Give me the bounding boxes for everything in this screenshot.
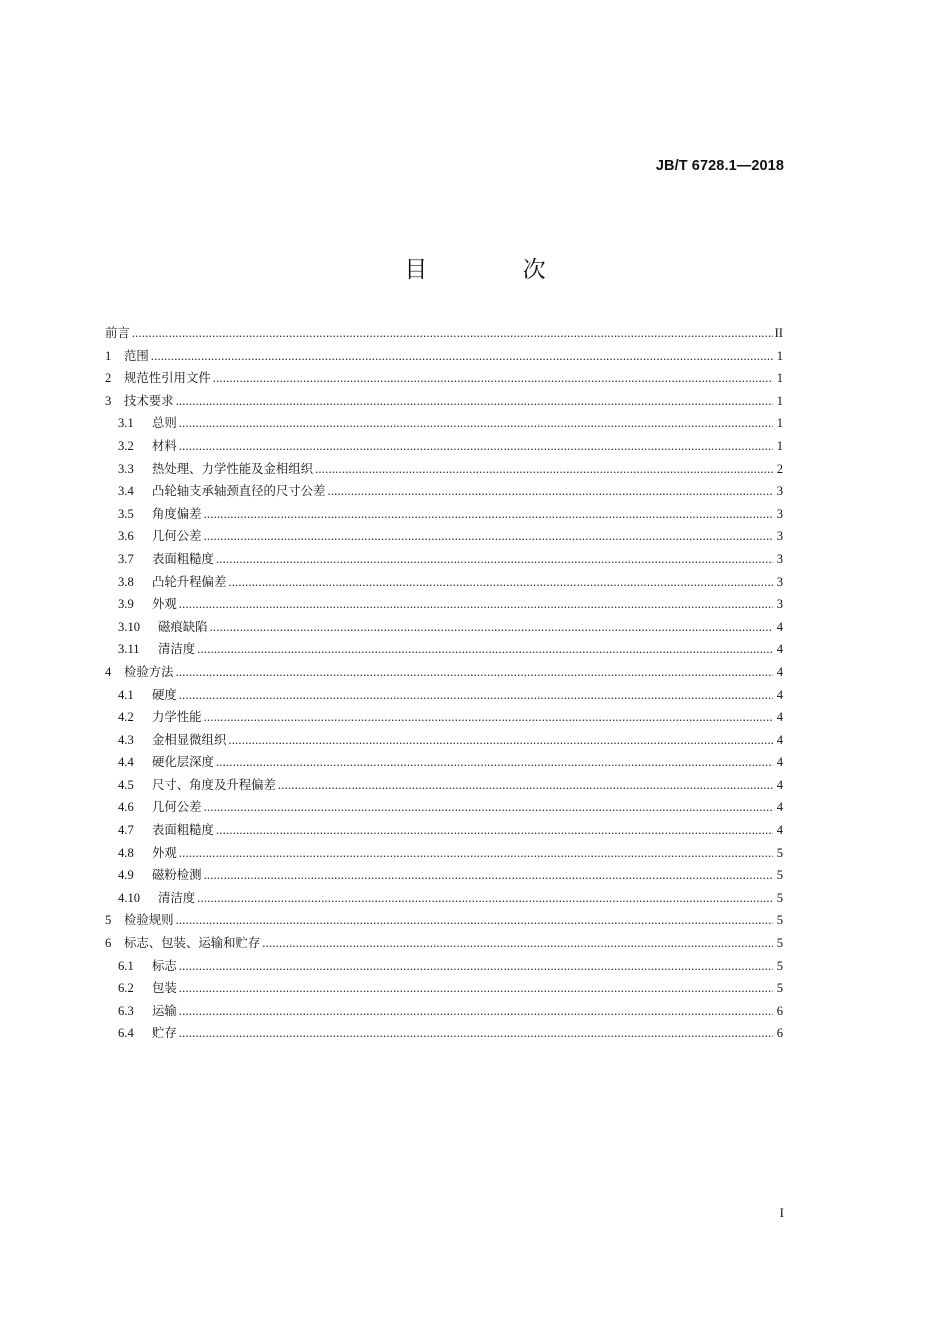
toc-entry[interactable] bbox=[105, 527, 783, 550]
toc-entry-page: 3 bbox=[776, 506, 783, 521]
toc-entry-page: 6 bbox=[776, 1003, 783, 1018]
toc-entry-number: 3.10 bbox=[118, 619, 141, 634]
toc-entry-number: 3.3 bbox=[118, 461, 134, 476]
toc-entry-label: 金相显微组织 bbox=[152, 731, 227, 747]
dot-leader bbox=[176, 911, 773, 929]
dot-leader bbox=[179, 414, 773, 432]
toc-entry-number: 1 bbox=[105, 348, 112, 363]
toc-entry-page: II bbox=[774, 326, 783, 340]
toc-entry-page: 1 bbox=[776, 393, 783, 408]
dot-leader bbox=[197, 640, 773, 658]
toc-entry-number: 3.8 bbox=[118, 574, 134, 589]
toc-entry-number: 4.9 bbox=[118, 868, 134, 883]
dot-leader bbox=[216, 550, 773, 568]
dot-leader bbox=[216, 753, 773, 771]
toc-entry[interactable] bbox=[105, 460, 783, 483]
toc-entry-label: 凸轮升程偏差 bbox=[152, 573, 227, 589]
toc-entry-number: 4 bbox=[105, 664, 112, 679]
toc-entry[interactable] bbox=[105, 482, 783, 505]
toc-entry[interactable] bbox=[105, 437, 783, 460]
toc-entry-label: 运输 bbox=[152, 1002, 177, 1018]
toc-entry-page: 4 bbox=[776, 710, 783, 725]
dot-leader bbox=[216, 821, 773, 839]
toc-entry-number: 4.7 bbox=[118, 823, 134, 838]
toc-entry-label: 范围 bbox=[124, 347, 149, 363]
standard-code: JB/T 6728.1—2018 bbox=[655, 158, 784, 174]
toc-entry-number: 6.4 bbox=[118, 1026, 134, 1041]
toc-entry[interactable] bbox=[105, 708, 783, 731]
dot-leader bbox=[204, 798, 773, 816]
toc-entry-number: 2 bbox=[105, 371, 112, 386]
toc-entry-number: 6.2 bbox=[118, 981, 134, 996]
dot-leader bbox=[132, 324, 773, 342]
toc-entry-page: 5 bbox=[776, 981, 783, 996]
toc-entry-label: 硬度 bbox=[152, 686, 177, 702]
dot-leader bbox=[315, 460, 773, 478]
toc-entry-page: 4 bbox=[776, 664, 783, 679]
toc-entry[interactable] bbox=[105, 776, 783, 799]
toc-entry-number: 3.11 bbox=[118, 642, 140, 657]
dot-leader bbox=[179, 1024, 773, 1042]
toc-entry[interactable] bbox=[105, 798, 783, 821]
toc-entry-page: 5 bbox=[776, 958, 783, 973]
toc-entry-page: 4 bbox=[776, 642, 783, 657]
toc-entry-page: 1 bbox=[776, 348, 783, 363]
dot-leader bbox=[151, 347, 773, 365]
dot-leader bbox=[210, 618, 773, 636]
toc-entry-number: 3.1 bbox=[118, 416, 134, 431]
toc-entry-number: 3.9 bbox=[118, 597, 134, 612]
dot-leader bbox=[176, 663, 773, 681]
dot-leader bbox=[179, 844, 773, 862]
toc-entry-label: 磁痕缺陷 bbox=[158, 618, 208, 634]
toc-entry-page: 1 bbox=[776, 438, 783, 453]
dot-leader bbox=[327, 482, 773, 500]
toc-entry[interactable] bbox=[105, 347, 783, 370]
toc-entry-number: 4.5 bbox=[118, 777, 134, 792]
toc-entry-label: 外观 bbox=[152, 844, 177, 860]
toc-entry[interactable] bbox=[105, 686, 783, 709]
dot-leader bbox=[179, 979, 773, 997]
toc-entry-page: 5 bbox=[776, 913, 783, 928]
toc-entry-number: 4.3 bbox=[118, 732, 134, 747]
toc-entry[interactable] bbox=[105, 369, 783, 392]
toc-entry-label: 检验方法 bbox=[124, 663, 174, 679]
toc-entry-label: 几何公差 bbox=[152, 528, 202, 544]
toc-entry[interactable] bbox=[105, 911, 783, 934]
dot-leader bbox=[204, 866, 773, 884]
dot-leader bbox=[176, 392, 773, 410]
dot-leader bbox=[228, 731, 773, 749]
toc-entry-label: 凸轮轴支承轴颈直径的尺寸公差 bbox=[152, 483, 326, 499]
toc-entry-page: 4 bbox=[776, 619, 783, 634]
toc-entry-label: 几何公差 bbox=[152, 799, 202, 815]
dot-leader bbox=[179, 957, 773, 975]
toc-entry[interactable] bbox=[105, 414, 783, 437]
toc-entry-page: 5 bbox=[776, 936, 783, 951]
toc-entry[interactable] bbox=[105, 640, 783, 663]
toc-entry[interactable] bbox=[105, 1002, 783, 1025]
dot-leader bbox=[262, 934, 773, 952]
toc-entry-label: 标志、包装、运输和贮存 bbox=[124, 935, 261, 951]
toc-entry-page: 4 bbox=[776, 755, 783, 770]
toc-entry-number: 4.2 bbox=[118, 710, 134, 725]
toc-entry[interactable] bbox=[105, 821, 783, 844]
toc-entry-number: 4.10 bbox=[118, 890, 141, 905]
toc-entry-number: 4.1 bbox=[118, 687, 134, 702]
toc-entry-page: 1 bbox=[776, 371, 783, 386]
toc-entry-label: 清洁度 bbox=[158, 889, 196, 905]
toc-entry-number: 3.5 bbox=[118, 506, 134, 521]
toc-entry-label: 总则 bbox=[152, 415, 177, 431]
toc-entry-page: 3 bbox=[776, 529, 783, 544]
dot-leader bbox=[278, 776, 773, 794]
dot-leader bbox=[179, 437, 773, 455]
toc-entry-page: 4 bbox=[776, 777, 783, 792]
toc-entry-label: 前言 bbox=[105, 325, 130, 340]
toc-entry[interactable] bbox=[105, 618, 783, 641]
toc-entry-label: 贮存 bbox=[152, 1025, 177, 1041]
dot-leader bbox=[204, 527, 773, 545]
toc-entry[interactable] bbox=[105, 1024, 783, 1047]
toc-entry-page: 4 bbox=[776, 823, 783, 838]
toc-entry-number: 3.4 bbox=[118, 484, 134, 499]
toc-entry-number: 6 bbox=[105, 936, 112, 951]
toc-entry-label: 包装 bbox=[152, 980, 177, 996]
toc-entry[interactable] bbox=[105, 324, 783, 347]
dot-leader bbox=[197, 889, 773, 907]
toc-entry-page: 6 bbox=[776, 1026, 783, 1041]
toc-entry-label: 硬化层深度 bbox=[152, 754, 214, 770]
page-number: I bbox=[779, 1205, 784, 1220]
toc-entry[interactable] bbox=[105, 550, 783, 573]
toc-entry[interactable] bbox=[105, 844, 783, 867]
toc-entry-page: 4 bbox=[776, 800, 783, 815]
toc-entry-page: 5 bbox=[776, 868, 783, 883]
toc-entry-page: 4 bbox=[776, 687, 783, 702]
toc-entry[interactable] bbox=[105, 934, 783, 957]
toc-entry-number: 5 bbox=[105, 913, 112, 928]
dot-leader bbox=[204, 708, 773, 726]
toc-entry-label: 热处理、力学性能及金相组织 bbox=[152, 460, 314, 476]
toc-entry-label: 外观 bbox=[152, 596, 177, 612]
toc-entry-label: 规范性引用文件 bbox=[124, 370, 211, 386]
dot-leader bbox=[213, 369, 773, 387]
toc-entry-label: 标志 bbox=[152, 957, 177, 973]
toc-entry-label: 清洁度 bbox=[158, 641, 196, 657]
toc-entry[interactable] bbox=[105, 663, 783, 686]
toc-entry-label: 磁粉检测 bbox=[152, 867, 202, 883]
dot-leader bbox=[179, 686, 773, 704]
toc-entry[interactable] bbox=[105, 957, 783, 980]
toc-entry[interactable] bbox=[105, 866, 783, 889]
toc-entry-label: 技术要求 bbox=[124, 392, 174, 408]
toc-entry[interactable] bbox=[105, 505, 783, 528]
toc-entry[interactable] bbox=[105, 392, 783, 415]
page-title: 目 次 bbox=[404, 257, 590, 283]
toc-entry-label: 检验规则 bbox=[124, 912, 174, 928]
toc-entry-page: 3 bbox=[776, 574, 783, 589]
toc-entry-page: 5 bbox=[776, 845, 783, 860]
toc-entry[interactable] bbox=[105, 731, 783, 754]
toc-entry-label: 表面粗糙度 bbox=[152, 550, 214, 566]
toc-entry-number: 3.7 bbox=[118, 551, 134, 566]
toc-entry-number: 3.2 bbox=[118, 438, 134, 453]
toc-entry-label: 角度偏差 bbox=[152, 505, 202, 521]
toc-entry[interactable] bbox=[105, 753, 783, 776]
toc-entry[interactable] bbox=[105, 979, 783, 1002]
toc-entry[interactable] bbox=[105, 573, 783, 596]
toc-entry-number: 6.1 bbox=[118, 958, 134, 973]
toc-entry-page: 3 bbox=[776, 484, 783, 499]
toc-entry[interactable] bbox=[105, 595, 783, 618]
toc-entry-page: 3 bbox=[776, 597, 783, 612]
toc-entry-label: 尺寸、角度及升程偏差 bbox=[152, 776, 276, 792]
toc-entry-page: 4 bbox=[776, 732, 783, 747]
toc-entry-number: 6.3 bbox=[118, 1003, 134, 1018]
toc-entry-number: 3 bbox=[105, 393, 112, 408]
toc-entry-number: 4.6 bbox=[118, 800, 134, 815]
dot-leader bbox=[179, 595, 773, 613]
toc-entry[interactable] bbox=[105, 889, 783, 912]
toc-entry-label: 力学性能 bbox=[152, 709, 202, 725]
toc-entry-number: 3.6 bbox=[118, 529, 134, 544]
table-of-contents bbox=[105, 324, 783, 1047]
toc-entry-page: 1 bbox=[776, 416, 783, 431]
toc-entry-number: 4.8 bbox=[118, 845, 134, 860]
toc-entry-page: 2 bbox=[776, 461, 783, 476]
toc-entry-page: 3 bbox=[776, 551, 783, 566]
dot-leader bbox=[228, 573, 773, 591]
dot-leader bbox=[179, 1002, 773, 1020]
toc-entry-page: 5 bbox=[776, 890, 783, 905]
toc-entry-label: 材料 bbox=[152, 437, 177, 453]
toc-entry-number: 4.4 bbox=[118, 755, 134, 770]
toc-entry-label: 表面粗糙度 bbox=[152, 822, 214, 838]
dot-leader bbox=[204, 505, 773, 523]
